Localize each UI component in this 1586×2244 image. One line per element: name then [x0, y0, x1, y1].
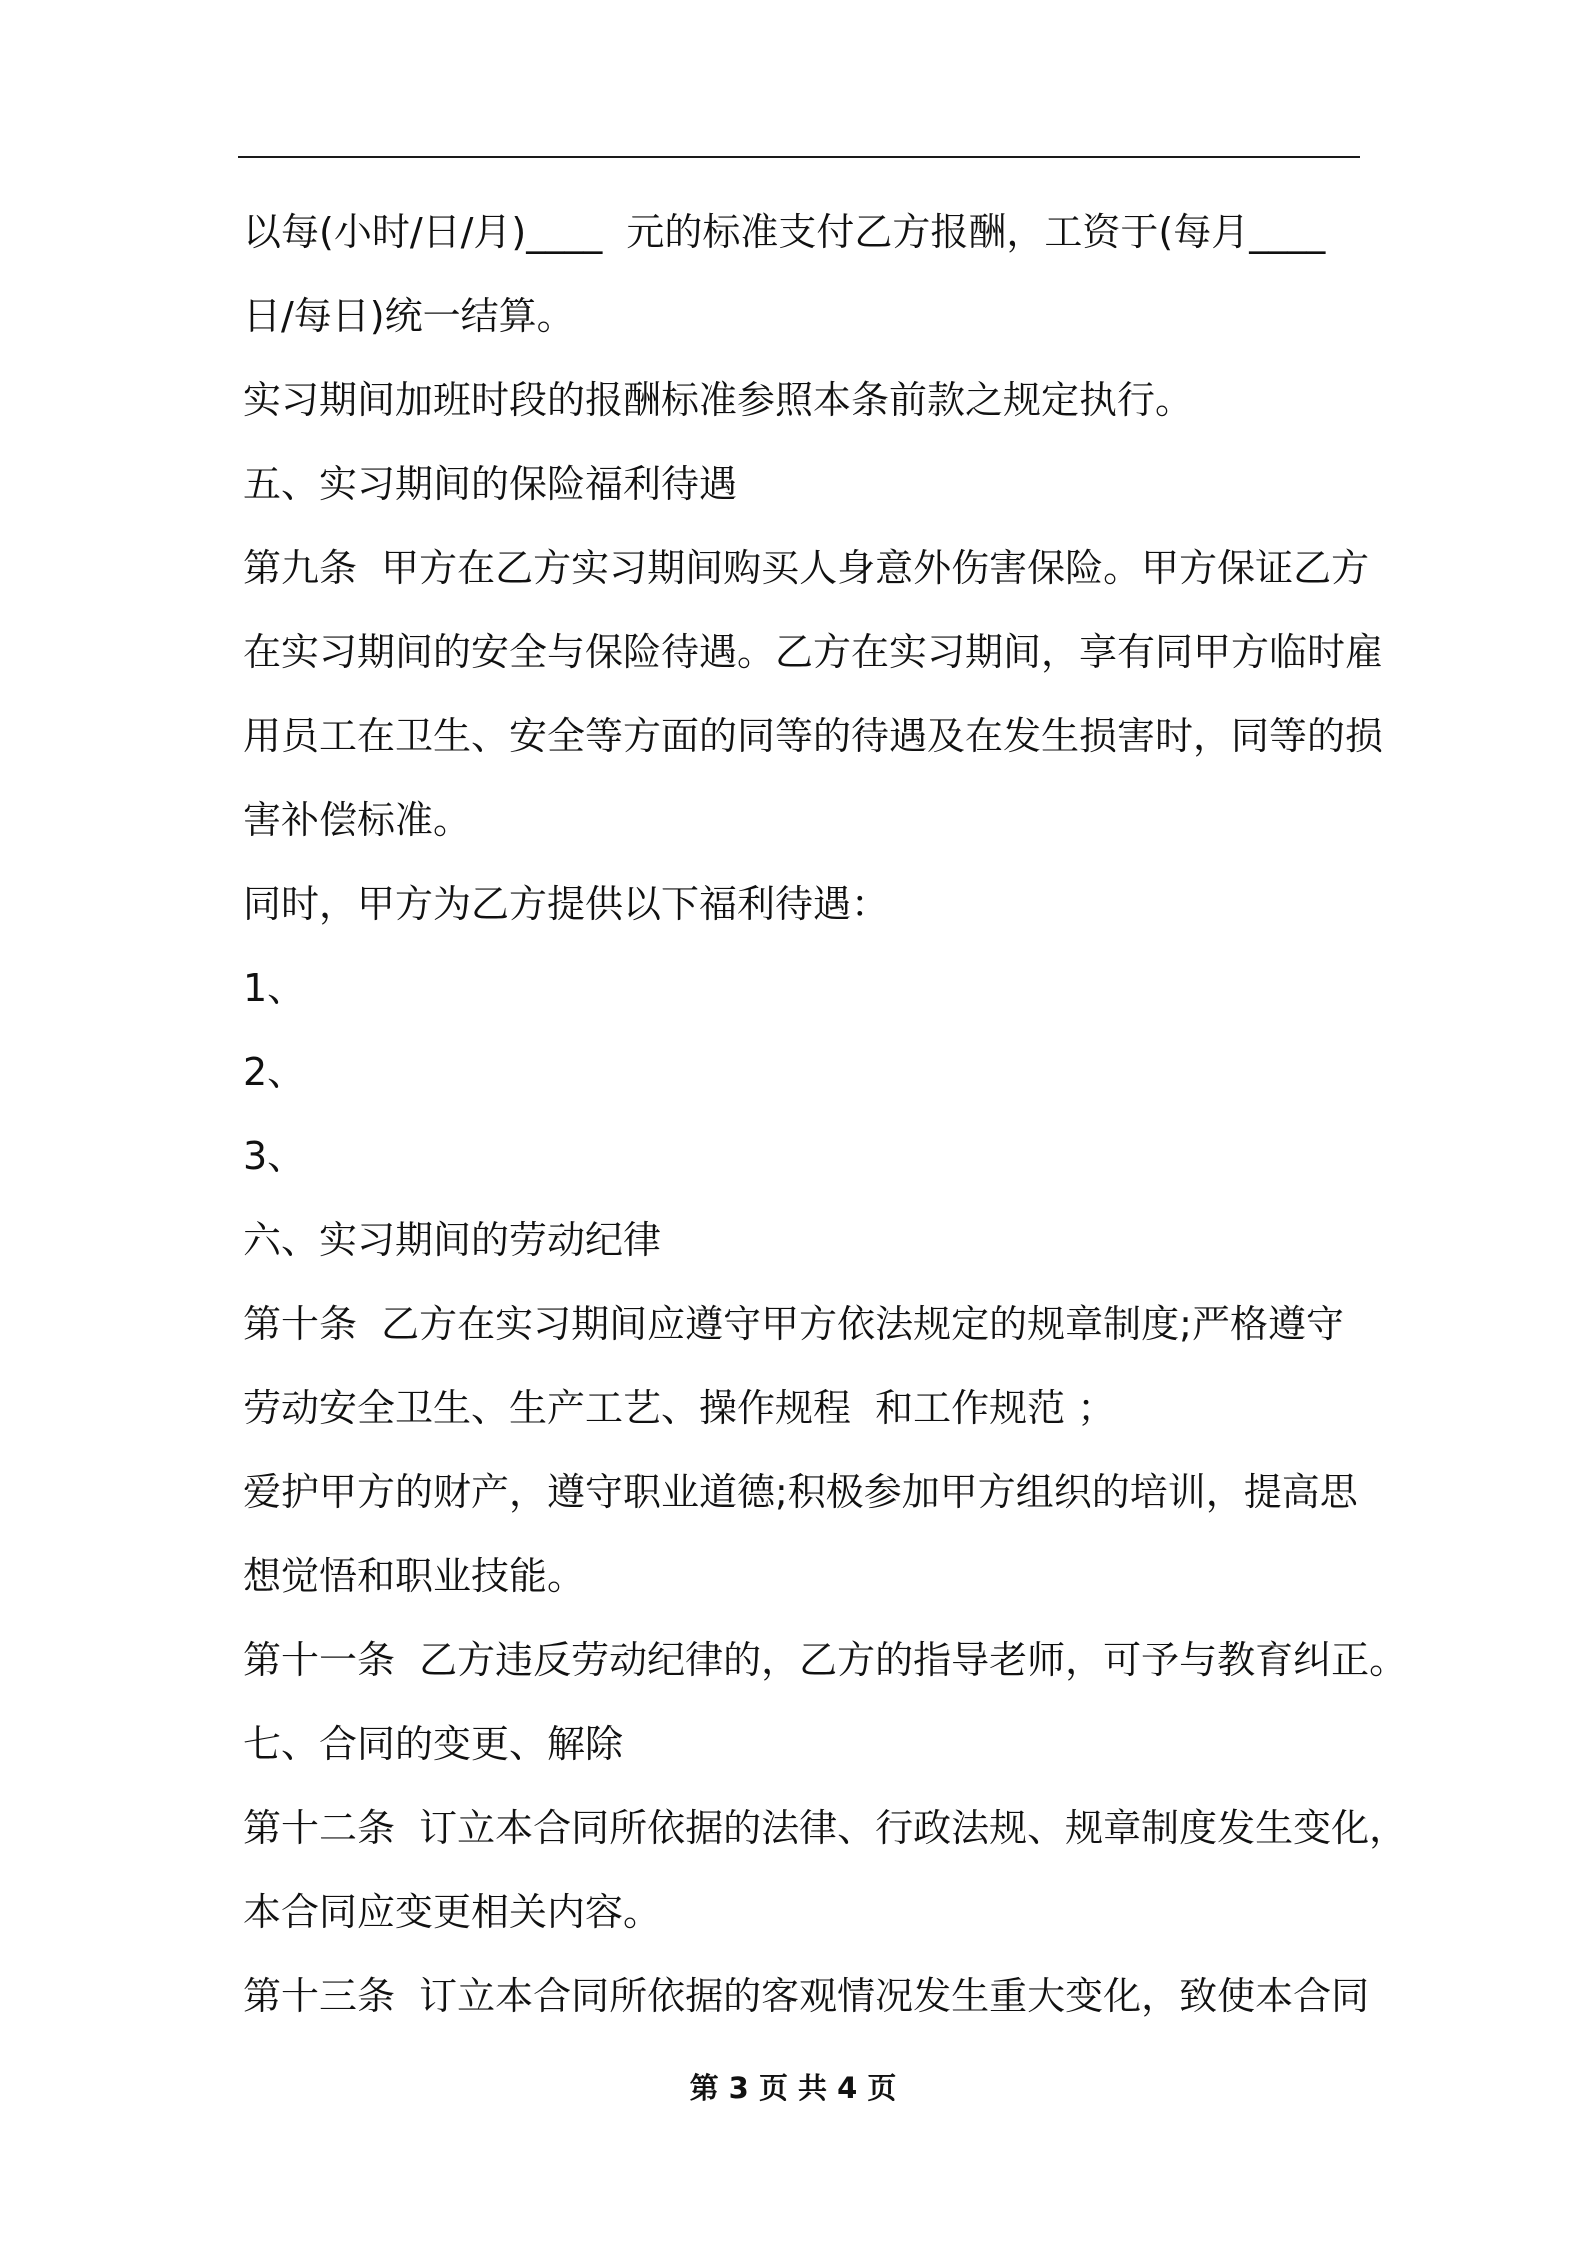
- body-line: 劳动安全卫生、生产工艺、操作规程 和工作规范 ；: [243, 1386, 1116, 1430]
- body-line: 第十二条 订立本合同所依据的法律、行政法规、规章制度发生变化，: [243, 1806, 1408, 1850]
- section-heading: 六、实习期间的劳动纪律: [243, 1218, 662, 1262]
- body-line: 同时，甲方为乙方提供以下福利待遇：: [243, 882, 890, 926]
- body-line: 第十三条 订立本合同所依据的客观情况发生重大变化，致使本合同: [243, 1974, 1370, 2018]
- body-line: 实习期间加班时段的报酬标准参照本条前款之规定执行。: [243, 378, 1194, 422]
- body-line: 第十一条 乙方违反劳动纪律的，乙方的指导老师，可予与教育纠正。: [243, 1638, 1408, 1682]
- header-divider: [238, 156, 1360, 158]
- body-line: 在实习期间的安全与保险待遇。乙方在实习期间，享有同甲方临时雇: [243, 630, 1384, 674]
- body-line: 第九条 甲方在乙方实习期间购买人身意外伤害保险。甲方保证乙方: [243, 546, 1370, 590]
- page-number-footer: 第 3 页 共 4 页: [689, 2071, 897, 2105]
- body-line: 害补偿标准。: [243, 798, 472, 842]
- body-line: 日/每日)统一结算。: [243, 294, 575, 338]
- body-line: 用员工在卫生、安全等方面的同等的待遇及在发生损害时，同等的损: [243, 714, 1384, 758]
- body-line: 第十条 乙方在实习期间应遵守甲方依法规定的规章制度;严格遵守: [243, 1302, 1344, 1346]
- body-line: 本合同应变更相关内容。: [243, 1890, 662, 1934]
- body-line: 想觉悟和职业技能。: [243, 1554, 586, 1598]
- list-item: 1、: [243, 966, 306, 1010]
- section-heading: 五、实习期间的保险福利待遇: [243, 462, 738, 506]
- body-line: 以每(小时/日/月)____ 元的标准支付乙方报酬，工资于(每月____: [243, 210, 1326, 254]
- document-body: [243, 190, 1408, 2038]
- list-item: 2、: [243, 1050, 306, 1094]
- list-item: 3、: [243, 1134, 306, 1178]
- body-line: 爱护甲方的财产，遵守职业道德;积极参加甲方组织的培训，提高思: [243, 1470, 1358, 1514]
- section-heading: 七、合同的变更、解除: [243, 1722, 624, 1766]
